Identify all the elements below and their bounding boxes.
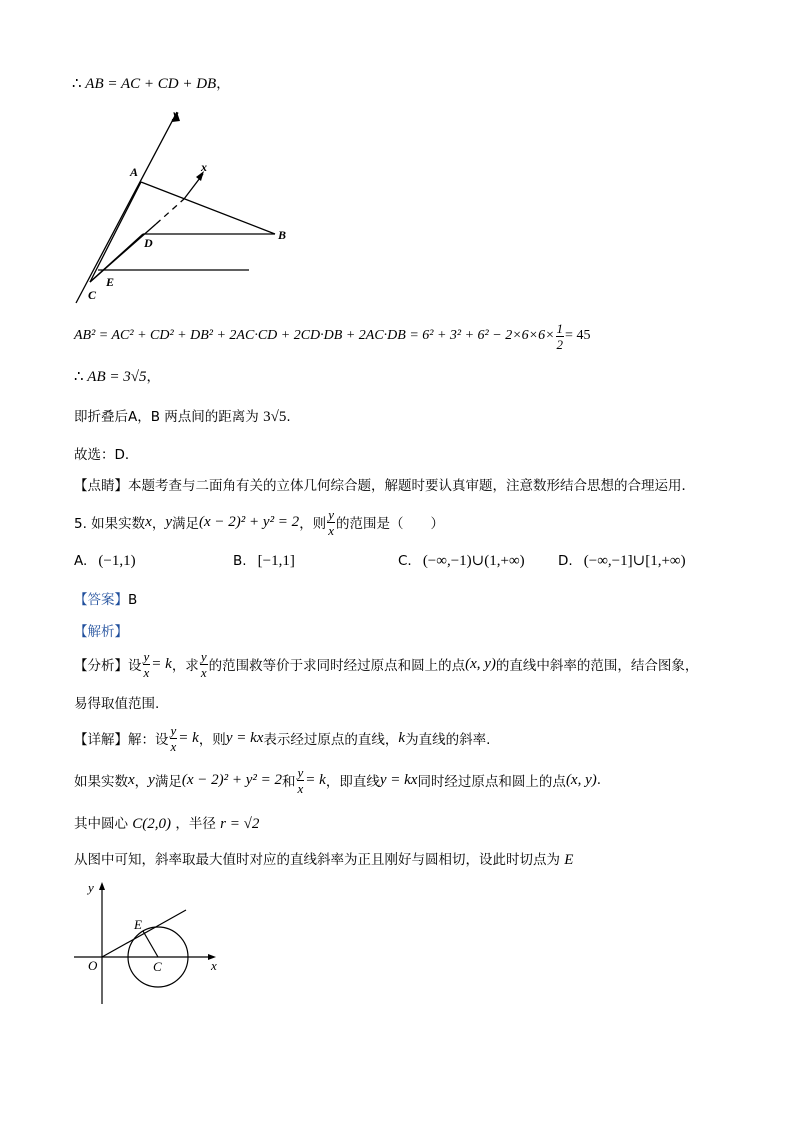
frac-num: y (170, 722, 177, 738)
dihedral-figure (70, 100, 300, 305)
expansion-expr: AB² = AC² + CD² + DB² + 2AC·CD + 2CD·DB + 2AC·DB = 6² + 3² + 6² − 2×6×6× (74, 328, 555, 343)
label-y: y (88, 880, 94, 895)
radius-CE (143, 931, 158, 957)
label-O: O (88, 958, 98, 973)
punct: . (286, 409, 291, 425)
option-a[interactable] (74, 550, 136, 570)
punct: ， (134, 774, 149, 790)
fenxi-line (74, 646, 698, 682)
length-expr: AB = 3√5 (87, 369, 147, 385)
analysis-tag: 【解析】 (74, 624, 128, 640)
answer-tag: 【答案】 (74, 592, 128, 608)
frac-num: y (297, 764, 304, 780)
segment-AB (141, 182, 275, 234)
fenxi-post: 的直线中斜率的范围，结合图象， (495, 658, 699, 674)
label-D: D (144, 236, 153, 250)
option-a-value: (−1,1) (98, 553, 136, 569)
option-b-value: [−1,1] (257, 553, 295, 569)
eq-k: = k (151, 655, 172, 672)
length-result-line (74, 365, 160, 386)
distance-sentence (74, 405, 291, 426)
frac-num: y (200, 648, 207, 664)
half-denominator: 2 (556, 336, 564, 352)
dianjing-text: 本题考查与二面角有关的立体几何综合题，解题时要认真审题，注意数形结合思想的合理运用． (128, 478, 695, 494)
eq-k: = k (305, 771, 326, 788)
half-numerator: 1 (556, 320, 564, 336)
fenxi-mid2: 的范围救等价于求同时经过原点和圆上的点 (208, 658, 466, 674)
label-A: A (130, 165, 139, 179)
label-C: C (153, 959, 162, 974)
answer-value: B (128, 592, 138, 608)
line-equation: y = kx (225, 729, 264, 746)
point-E: E (564, 852, 574, 868)
option-c-value: (−∞,−1)∪(1,+∞) (422, 553, 525, 569)
squared-expansion-line (74, 318, 590, 354)
fraction-half (556, 322, 565, 351)
sentence-pre: 即折叠后A， (74, 409, 151, 425)
sentence-mid: B 两点间的距离为 (150, 409, 259, 425)
expansion-result: = 45 (565, 328, 591, 343)
dianjing-line (74, 474, 695, 494)
para2-mid3: 同时经过原点和圆上的点 (417, 774, 566, 790)
answer-line (74, 588, 137, 608)
stem-mid: 满足 (172, 516, 200, 532)
frac-den: x (143, 664, 150, 680)
var-x: x (128, 771, 135, 788)
circle-center: C(2,0) (132, 816, 172, 832)
var-y: y (165, 513, 173, 530)
therefore-symbol: ∴ (72, 76, 82, 92)
point-xy: (x, y) (465, 655, 496, 672)
line-equation: y = kx (379, 771, 418, 788)
label-B: B (278, 228, 287, 242)
frac-den: x (170, 738, 177, 754)
label-E: E (106, 275, 115, 289)
para3-mid: ，半径 (175, 816, 216, 832)
fraction-y-over-x (170, 724, 178, 753)
segment-CD (90, 234, 143, 282)
xiangjie-mid: ，则 (198, 732, 226, 748)
circle-radius: r = √2 (220, 816, 260, 832)
line-y-axis (76, 112, 177, 303)
var-y: y (148, 771, 155, 788)
xiangjie-post: 为直线的斜率. (405, 732, 491, 748)
xiangjie-tag: 【详解】 (74, 732, 128, 748)
xiangjie-mid2: 表示经过原点的直线， (263, 732, 399, 748)
option-c-label: C. (398, 553, 412, 569)
var-x: x (145, 513, 152, 530)
fraction-y-over-x (297, 766, 305, 795)
frac-den: x (297, 780, 304, 796)
frac-num: y (328, 506, 334, 522)
fraction-y-over-x (327, 508, 335, 537)
para2-pre: 如果实数 (74, 774, 128, 790)
fraction-y-over-x (200, 650, 208, 679)
circle-equation: (x − 2)² + y² = 2 (199, 513, 300, 530)
option-b[interactable] (233, 550, 295, 570)
punct: ， (146, 369, 160, 385)
para2-mid: 满足 (154, 774, 182, 790)
distance-value: 3√5 (263, 409, 287, 425)
fenxi-pre: 设 (128, 658, 142, 674)
center-radius-line (74, 812, 259, 833)
fenxi-mid1: ，求 (171, 658, 199, 674)
label-y: y (173, 107, 179, 121)
label-x: x (201, 160, 207, 174)
frac-den: x (328, 522, 334, 538)
var-k: k (398, 729, 406, 746)
therefore-symbol: ∴ (74, 369, 84, 385)
tangent-sentence (74, 848, 573, 869)
option-b-label: B. (233, 553, 247, 569)
question-5-stem (74, 504, 444, 540)
eq-k: = k (178, 729, 199, 746)
punct: ， (216, 76, 230, 92)
stem-pre: 5. 如果实数 (74, 516, 146, 532)
point-xy: (x, y) (565, 771, 597, 788)
label-E: E (134, 917, 142, 932)
y-axis-arrow (99, 882, 105, 890)
para3-pre: 其中圆心 (74, 816, 128, 832)
frac-num: y (143, 648, 150, 664)
stem-then: ，则 (299, 516, 327, 532)
vector-sum-equation: AB = AC + CD + DB (85, 76, 217, 92)
para2-mid2: ，即直线 (325, 774, 380, 790)
option-d-label: D. (558, 553, 573, 569)
line-x-axis-dashed (156, 199, 184, 224)
fraction-y-over-x (143, 650, 151, 679)
dianjing-tag: 【点睛】 (74, 478, 128, 494)
option-c[interactable] (398, 550, 525, 570)
option-d[interactable] (558, 550, 686, 570)
label-C: C (88, 288, 97, 302)
option-d-value: (−∞,−1]∪[1,+∞) (583, 553, 686, 569)
line-plane-edge (90, 182, 141, 282)
stem-post: 的范围是（ ） (335, 516, 444, 532)
punct: ， (151, 516, 166, 532)
fenxi-tag: 【分析】 (74, 658, 128, 674)
xiangjie-line (74, 720, 490, 756)
choice-line: 故选：D． (74, 447, 139, 463)
condition-line (74, 762, 601, 798)
circle-tangent-figure (70, 878, 230, 1010)
punct: . (596, 772, 602, 788)
circle-equation: (x − 2)² + y² = 2 (181, 771, 283, 788)
para2-and: 和 (282, 774, 296, 790)
option-a-label: A. (74, 553, 88, 569)
label-x: x (211, 958, 217, 973)
frac-den: x (200, 664, 207, 680)
tangent-text: 从图中可知，斜率取最大值时对应的直线斜率为正且刚好与圆相切，设此时切点为 (74, 852, 560, 868)
fenxi-line2: 易得取值范围. (74, 696, 160, 712)
xiangjie-pre: 解：设 (128, 732, 169, 748)
vector-equation-line (72, 72, 230, 93)
